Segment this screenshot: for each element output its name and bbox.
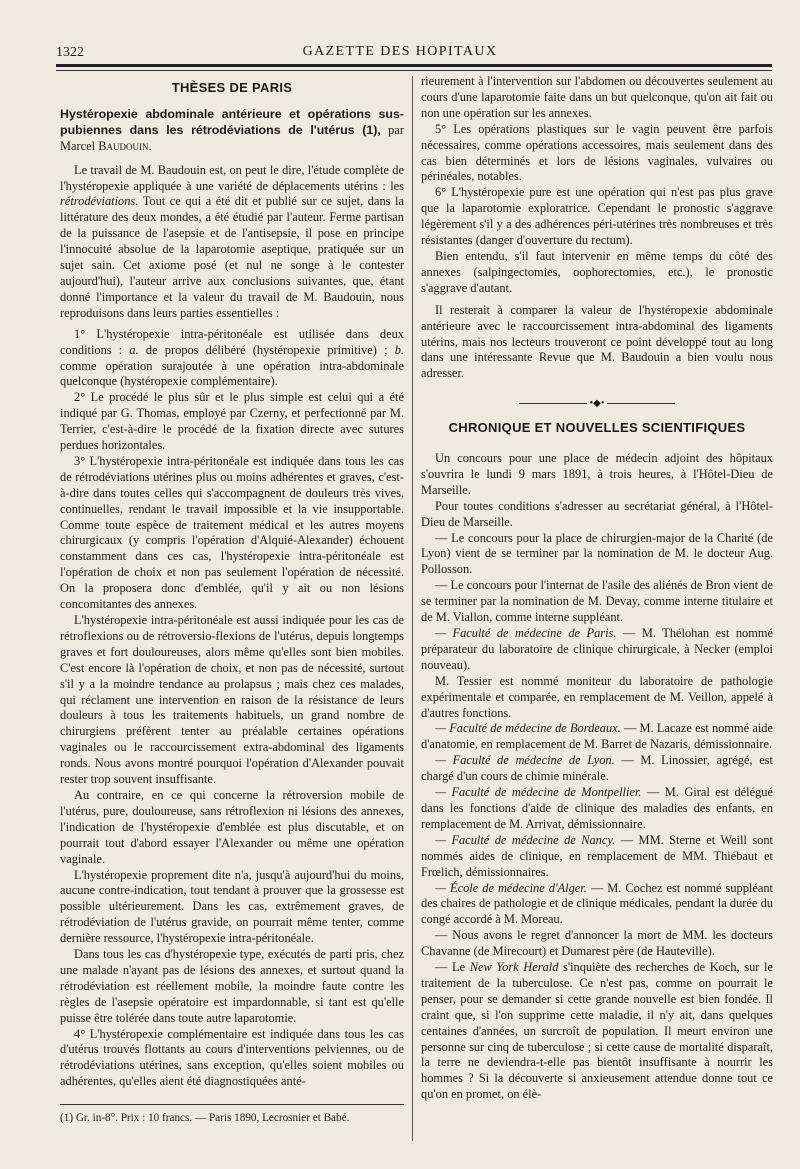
news-item: — École de médecine d'Alger. — M. Cochez est nommé suppléant des chaires de pathologie et de clinique médicales, pendant la durée du congé accordé à M. Moreau. xyxy=(421,880,773,927)
header-rule-thick xyxy=(56,64,772,67)
news-item: — Le concours pour l'internat de l'asile des aliénés de Bron vient de se terminer par la nomination de M. Devay, comme interne titulaire et de M. Viallon, comme interne suppléant. xyxy=(421,578,773,625)
news-item: — Faculté de médecine de Nancy. — MM. Sterne et Weill sont nommés aides de clinique, en remplacement de MM. Thiébaut et Frœlich, démissionnaires. xyxy=(421,832,773,879)
news-item: Pour toutes conditions s'adresser au secrétariat général, à l'Hôtel-Dieu de Marseille. xyxy=(421,498,773,529)
running-title: GAZETTE DES HOPITAUX xyxy=(302,44,498,59)
paragraph: 2° Le procédé le plus sûr et le plus simple est celui qui a été indiqué par G. Thomas, employé par Czerny, et perfectionné par M. Terrier, c'est-à-dire le procédé de la fixation directe avec sutures perdues horizontales. xyxy=(60,390,404,453)
section-title-chronique: CHRONIQUE ET NOUVELLES SCIENTIFIQUES xyxy=(448,420,746,436)
left-column xyxy=(60,74,404,1125)
right-column xyxy=(421,74,773,1103)
article-title: Hystéropexie abdominale antérieure et opérations sus-pubiennes dans les rétrodéviations de l'utérus (1), xyxy=(60,106,404,137)
paragraph: L'hystéropexie intra-péritonéale est aussi indiquée pour les cas de rétroflexions ou de rétroversio-flexions de l'utérus, depuis longtemps graves et fort douloureuses, alors même qu'elles sont bien mobiles. C'est encore là l'opération de choix, et non pas de nécessité, surtout s'il y a la moindre tendance au prolapsus ; mais chez ces malades, qui réclament une intervention en raison de la résistance de leurs douleurs à tous les traitements habituels, un grand nombre de chirurgiens préfèrent tenter au préalable certaines opérations vaginales ou le raccourcissement extra-abdominal des ligaments ronds. Nous avons montré pourquoi l'opération d'Alexander pouvait rester trop souvent insuffisante. xyxy=(60,613,404,787)
article-byline: par Marcel xyxy=(60,122,404,153)
article-author: Baudouin. xyxy=(98,138,152,153)
paragraph: Au contraire, en ce qui concerne la rétroversion mobile de l'utérus, pure, douloureuse, sans rétroflexion ni lésions des annexes, l'indication de l'hystéropexie d'emblée est plus discutable, et on pourrait tout d'abord essayer l'Alexander ou même une opération vaginale. xyxy=(60,787,404,866)
paragraph: 1° L'hystéropexie intra-péritonéale est utilisée dans deux conditions : a. de propos délibéré (hystéropexie primitive) ; b. comme opération surajoutée à une opération intra-abdominale quelconque (hystéropexie complémentaire). xyxy=(60,326,404,389)
news-item: — Faculté de médecine de Montpellier. — M. Giral est délégué dans les fonctions d'aide de clinique des maladies des enfants, en remplacement de M. Arrivat, démissionnaire. xyxy=(421,785,773,831)
footnote-rule xyxy=(60,1104,404,1105)
news-item: Un concours pour une place de médecin adjoint des hôpitaux s'ouvrira le lundi 9 mars 1891, à trois heures, à l'Hôtel-Dieu de Marseille. xyxy=(421,451,773,497)
header-rule-thin xyxy=(56,70,772,71)
news-item: — Le New York Herald s'inquiète des recherches de Koch, sur le traitement de la tuberculose. Ce n'est pas, comme on pourrait le penser, pour se demander si cette grande nouvelle est bien fondée. Il craint que, si l'on supprime cette maladie, il n'y ait, dans quelques centaines d'années, un surcroît de population. Il meurt environ une personne sur cinq de tuberculose ; si cette cause de mortalité disparaît, la terre ne deviendra-t-elle pas bientôt insuffisante à nourrir les hommes ? Si la découverte si anxieusement attendue donne tout ce qu'on en promet, on élè- xyxy=(421,960,773,1102)
news-item: — Faculté de médecine de Paris. — M. Thélohan est nommé préparateur du laboratoire de clinique chirurgicale, à Necker (emploi nouveau). xyxy=(421,626,773,672)
news-item: M. Tessier est nommé moniteur du laboratoire de pathologie expérimentale et comparée, en remplacement de M. Veillon, appelé à d'autres fonctions. xyxy=(421,673,773,720)
paragraph: L'hystéropexie proprement dite n'a, jusqu'à aujourd'hui du moins, aucune contre-indication, tout tendant à prouver que la grossesse est possible ultérieurement. Dans les cas, extrêmement graves, de rétrodéviation de l'utérus gravide, on pourrait même tenter, comme dernière ressource, l'hystéropexie intra-péritonéale. xyxy=(60,867,404,946)
page-number: 1322 xyxy=(56,45,84,60)
paragraph: 3° L'hystéropexie intra-péritonéale est indiquée dans tous les cas de rétrodéviations utérines plus ou moins adhérentes et graves, c'est-à-dire dans toutes celles qui s'accompagnent de douleurs très vives, continuelles, rendant le travail impossible et la vie insupportable. Comme toute espèce de traitement médical et les autres moyens chirurgicaux (y compris l'opération d'Alquié-Alexander) échouent constamment dans ces cas, l'hystéropexie intra-péritonéale est l'opération de choix et non pas seulement l'opération de nécessité. On la proposera donc d'emblée, qu'il y ait ou non lésions concomitantes des annexes. xyxy=(60,453,404,612)
paragraph: 5° Les opérations plastiques sur le vagin peuvent être parfois nécessaires, comme opérations accessoires, mais seulement dans des cas bien déterminés et lors de lésions vaginales, vulvaires ou périnéales, notables. xyxy=(421,121,773,184)
news-item: — Le concours pour la place de chirurgien-major de la Charité (de Lyon) vient de se terminer par la nomination de M. le docteur Aug. Pollosson. xyxy=(421,530,773,577)
paragraph: Il resterait à comparer la valeur de l'hystéropexie abdominale antérieure avec le raccourcissement intra-abdominal des ligaments utérins, mais nos lecteurs trouveront ce point développé tout au long dans une intéressante Revue que M. Baudouin a bien voulu nous adresser. xyxy=(421,302,773,381)
section-separator: •◆• xyxy=(421,396,773,412)
paragraph: 4° L'hystéropexie complémentaire est indiquée dans tous les cas d'utérus trouvés flottants au cours d'interventions pelviennes, ou de rétrodéviations utérines, sans exception, qu'elles soient mobiles ou adhérentes, qu'elles aient été diagnostiquées anté- xyxy=(60,1026,404,1089)
paragraph: Bien entendu, s'il faut intervenir en même temps du côté des annexes (salpingectomies, oophorectomies, etc.), le pronostic s'aggrave d'autant. xyxy=(421,248,773,295)
paragraph: Le travail de M. Baudouin est, on peut le dire, l'étude complète de l'hystéropexie appliquée à une variété de déplacements utérins : les rétrodéviations. Tout ce qui a été dit et publié sur ce sujet, dans la littérature des deux mondes, a été étudié par l'auteur. Ferme partisan de la puissance de l'asepsie et de l'antisepsie, il pose en principe l'innocuité absolue de la laparotomie aseptique, pratiquée sur un sujet sain. Cet axiome posé (et nul ne songe à le contester aujourd'hui), l'auteur arrive aux conclusions suivantes, que, étant donné l'importance et la valeur du travail de M. Baudouin, nous reproduisons dans leurs parties essentielles : xyxy=(60,162,404,320)
paragraph: rieurement à l'intervention sur l'abdomen ou découvertes seulement au cours d'une laparotomie faite dans un but quelconque, qu'on ait fait ou non une opération sur les annexes. xyxy=(421,74,773,120)
section-title-theses: THÈSES DE PARIS xyxy=(171,80,293,95)
article-heading xyxy=(60,107,404,155)
news-item: — Faculté de médecine de Bordeaux. — M. Lacaze est nommé aide d'anatomie, en remplacement de M. Barret de Nazaris, démissionnaire. xyxy=(421,721,774,752)
news-item: — Nous avons le regret d'annoncer la mort de MM. les docteurs Chavanne (de Mirecourt) et Dumarest père (de Hauteville). xyxy=(421,928,773,959)
footnote: (1) Gr. in-8°. Prix : 10 francs. — Paris 1890, Lecrosnier et Babé. xyxy=(60,1112,350,1125)
column-divider xyxy=(412,76,413,1141)
news-item: — Faculté de médecine de Lyon. — M. Linossier, agrégé, est chargé d'un cours de chimie minérale. xyxy=(421,753,773,784)
paragraph: Dans tous les cas d'hystéropexie type, exécutés de parti pris, chez une malade n'ayant pas de lésions des annexes, et surtout quand la rétrodéviation est réellement mobile, la moindre faute contre les règles de l'asepsie opératoire est impardonnable, si tant est qu'elle puisse être tolérée dans toute autre laparotomie. xyxy=(60,947,404,1025)
paragraph: 6° L'hystéropexie pure est une opération qui n'est pas plus grave que la laparotomie exploratrice. Cependant le pronostic s'aggrave légèrement s'il y a des adhérences péri-utérines très nombreuses et très résistantes (danger d'ouverture du rectum). xyxy=(421,185,773,248)
